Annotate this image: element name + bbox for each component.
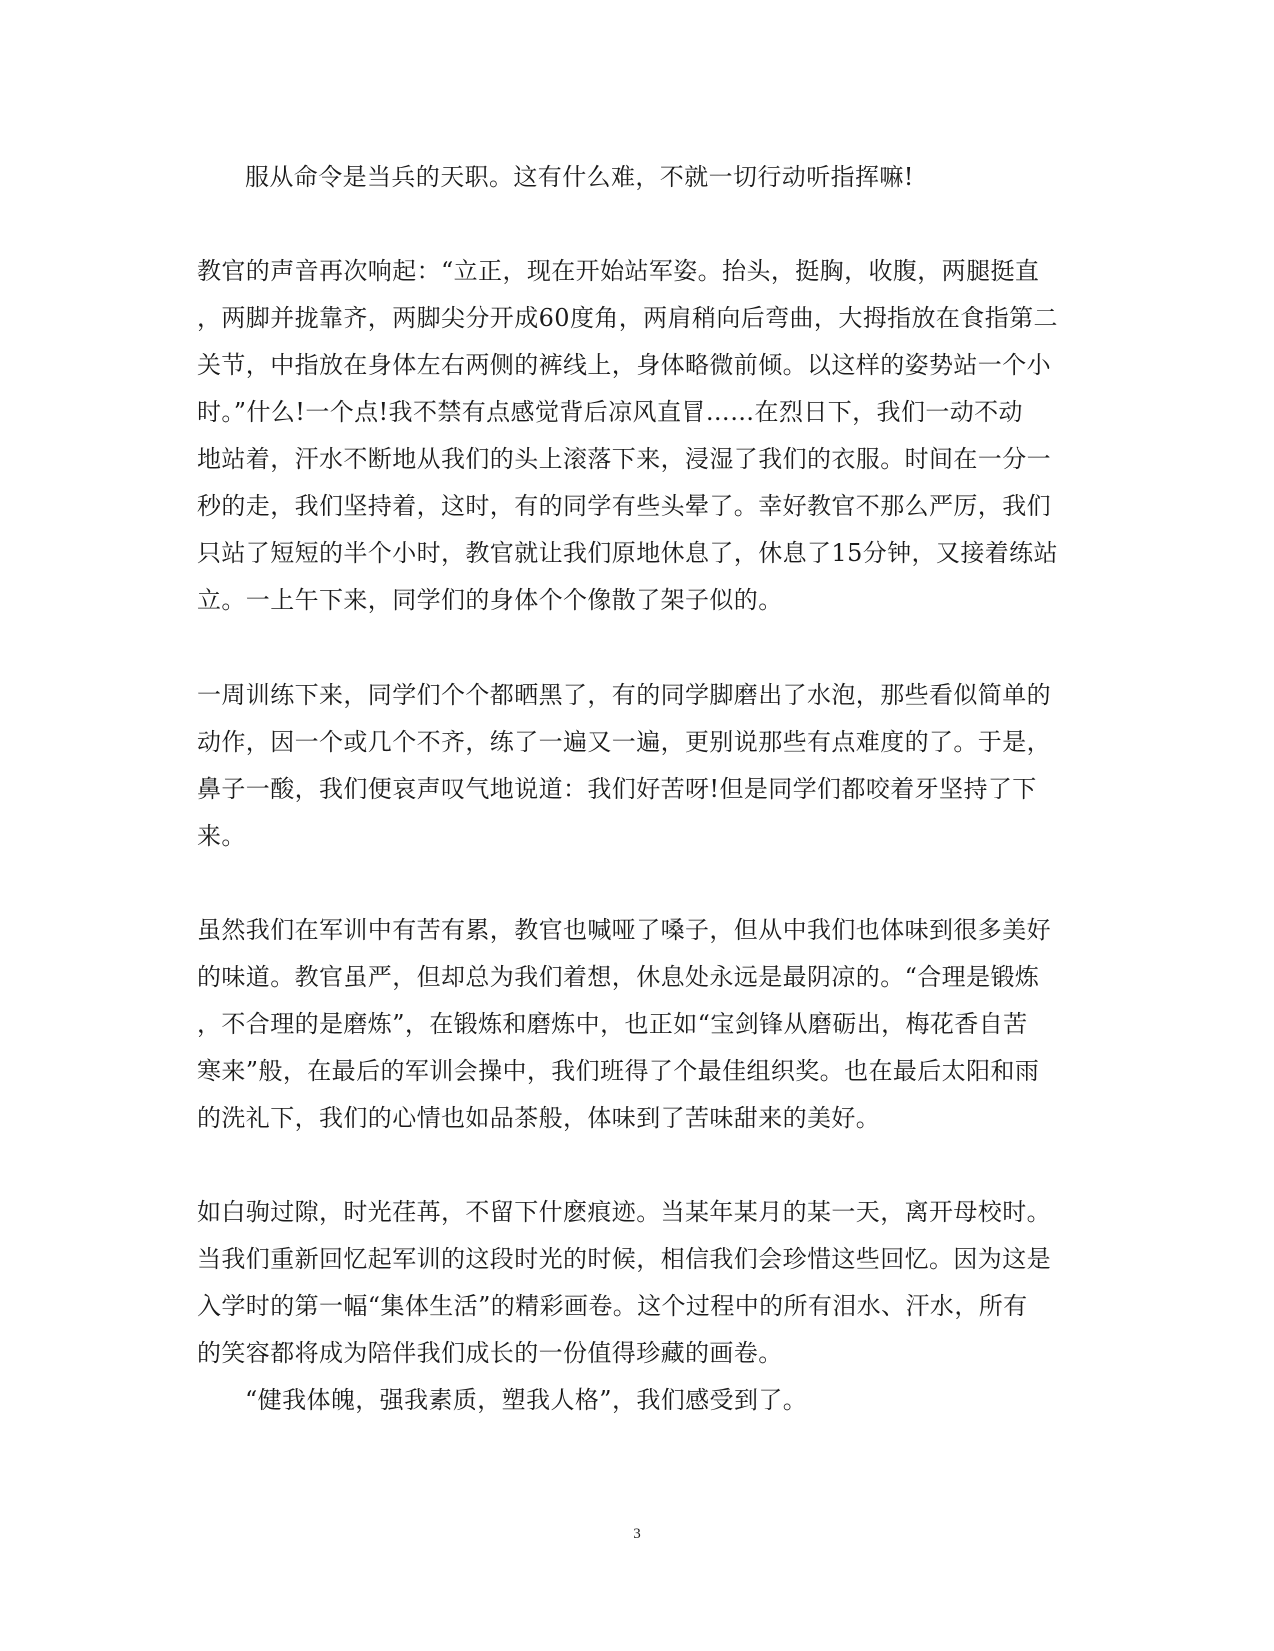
text-line: 关节，中指放在身体左右两侧的裤线上，身体略微前倾。以这样的姿势站一个小 bbox=[197, 351, 1051, 379]
text-line: 入学时的第一幅“集体生活”的精彩画卷。这个过程中的所有泪水、汗水，所有 bbox=[197, 1292, 1028, 1320]
text-line: 教官的声音再次响起：“立正，现在开始站军姿。抬头，挺胸，收腹，两腿挺直 bbox=[197, 257, 1040, 285]
text-line: 服从命令是当兵的天职。这有什么难，不就一切行动听指挥嘛! bbox=[245, 163, 914, 191]
text-line: 时。”什么!一个点!我不禁有点感觉背后凉风直冒……在烈日下，我们一动不动 bbox=[197, 398, 1023, 426]
text-line: 寒来”般，在最后的军训会操中，我们班得了个最佳组织奖。也在最后太阳和雨 bbox=[197, 1057, 1040, 1085]
text-line: ，不合理的是磨炼”，在锻炼和磨炼中，也正如“宝剑锋从磨砺出，梅花香自苦 bbox=[197, 1010, 1028, 1038]
text-line: 动作，因一个或几个不齐，练了一遍又一遍，更别说那些有点难度的了。于是， bbox=[197, 728, 1051, 756]
text-line: 当我们重新回忆起军训的这段时光的时候，相信我们会珍惜这些回忆。因为这是 bbox=[197, 1245, 1051, 1273]
text-line: 的味道。教官虽严，但却总为我们着想，休息处永远是最阴凉的。“合理是锻炼 bbox=[197, 963, 1040, 991]
text-line: “健我体魄，强我素质，塑我人格”，我们感受到了。 bbox=[245, 1386, 808, 1414]
text-line: 来。 bbox=[197, 822, 246, 850]
text-line: 秒的走，我们坚持着，这时，有的同学有些头晕了。幸好教官不那么严厉，我们 bbox=[197, 492, 1051, 520]
text-line: ，两脚并拢靠齐，两脚尖分开成60度角，两肩稍向后弯曲，大拇指放在食指第二 bbox=[197, 304, 1058, 332]
text-line: 地站着，汗水不断地从我们的头上滚落下来，浸湿了我们的衣服。时间在一分一 bbox=[197, 445, 1051, 473]
text-line: 如白驹过隙，时光荏苒，不留下什麽痕迹。当某年某月的某一天，离开母校时。 bbox=[197, 1198, 1051, 1226]
text-line: 的笑容都将成为陪伴我们成长的一份值得珍藏的画卷。 bbox=[197, 1339, 783, 1367]
text-line: 虽然我们在军训中有苦有累，教官也喊哑了嗓子，但从中我们也体味到很多美好 bbox=[197, 916, 1051, 944]
text-line: 鼻子一酸，我们便哀声叹气地说道：我们好苦呀!但是同学们都咬着牙坚持了下 bbox=[197, 775, 1037, 803]
page-number: 3 bbox=[633, 1526, 641, 1542]
text-line: 只站了短短的半个小时，教官就让我们原地休息了，休息了15分钟，又接着练站 bbox=[197, 539, 1058, 567]
text-line: 立。一上午下来，同学们的身体个个像散了架子似的。 bbox=[197, 586, 783, 614]
text-line: 一周训练下来，同学们个个都晒黑了，有的同学脚磨出了水泡，那些看似简单的 bbox=[197, 681, 1051, 709]
text-line: 的洗礼下，我们的心情也如品茶般，体味到了苦味甜来的美好。 bbox=[197, 1104, 881, 1132]
